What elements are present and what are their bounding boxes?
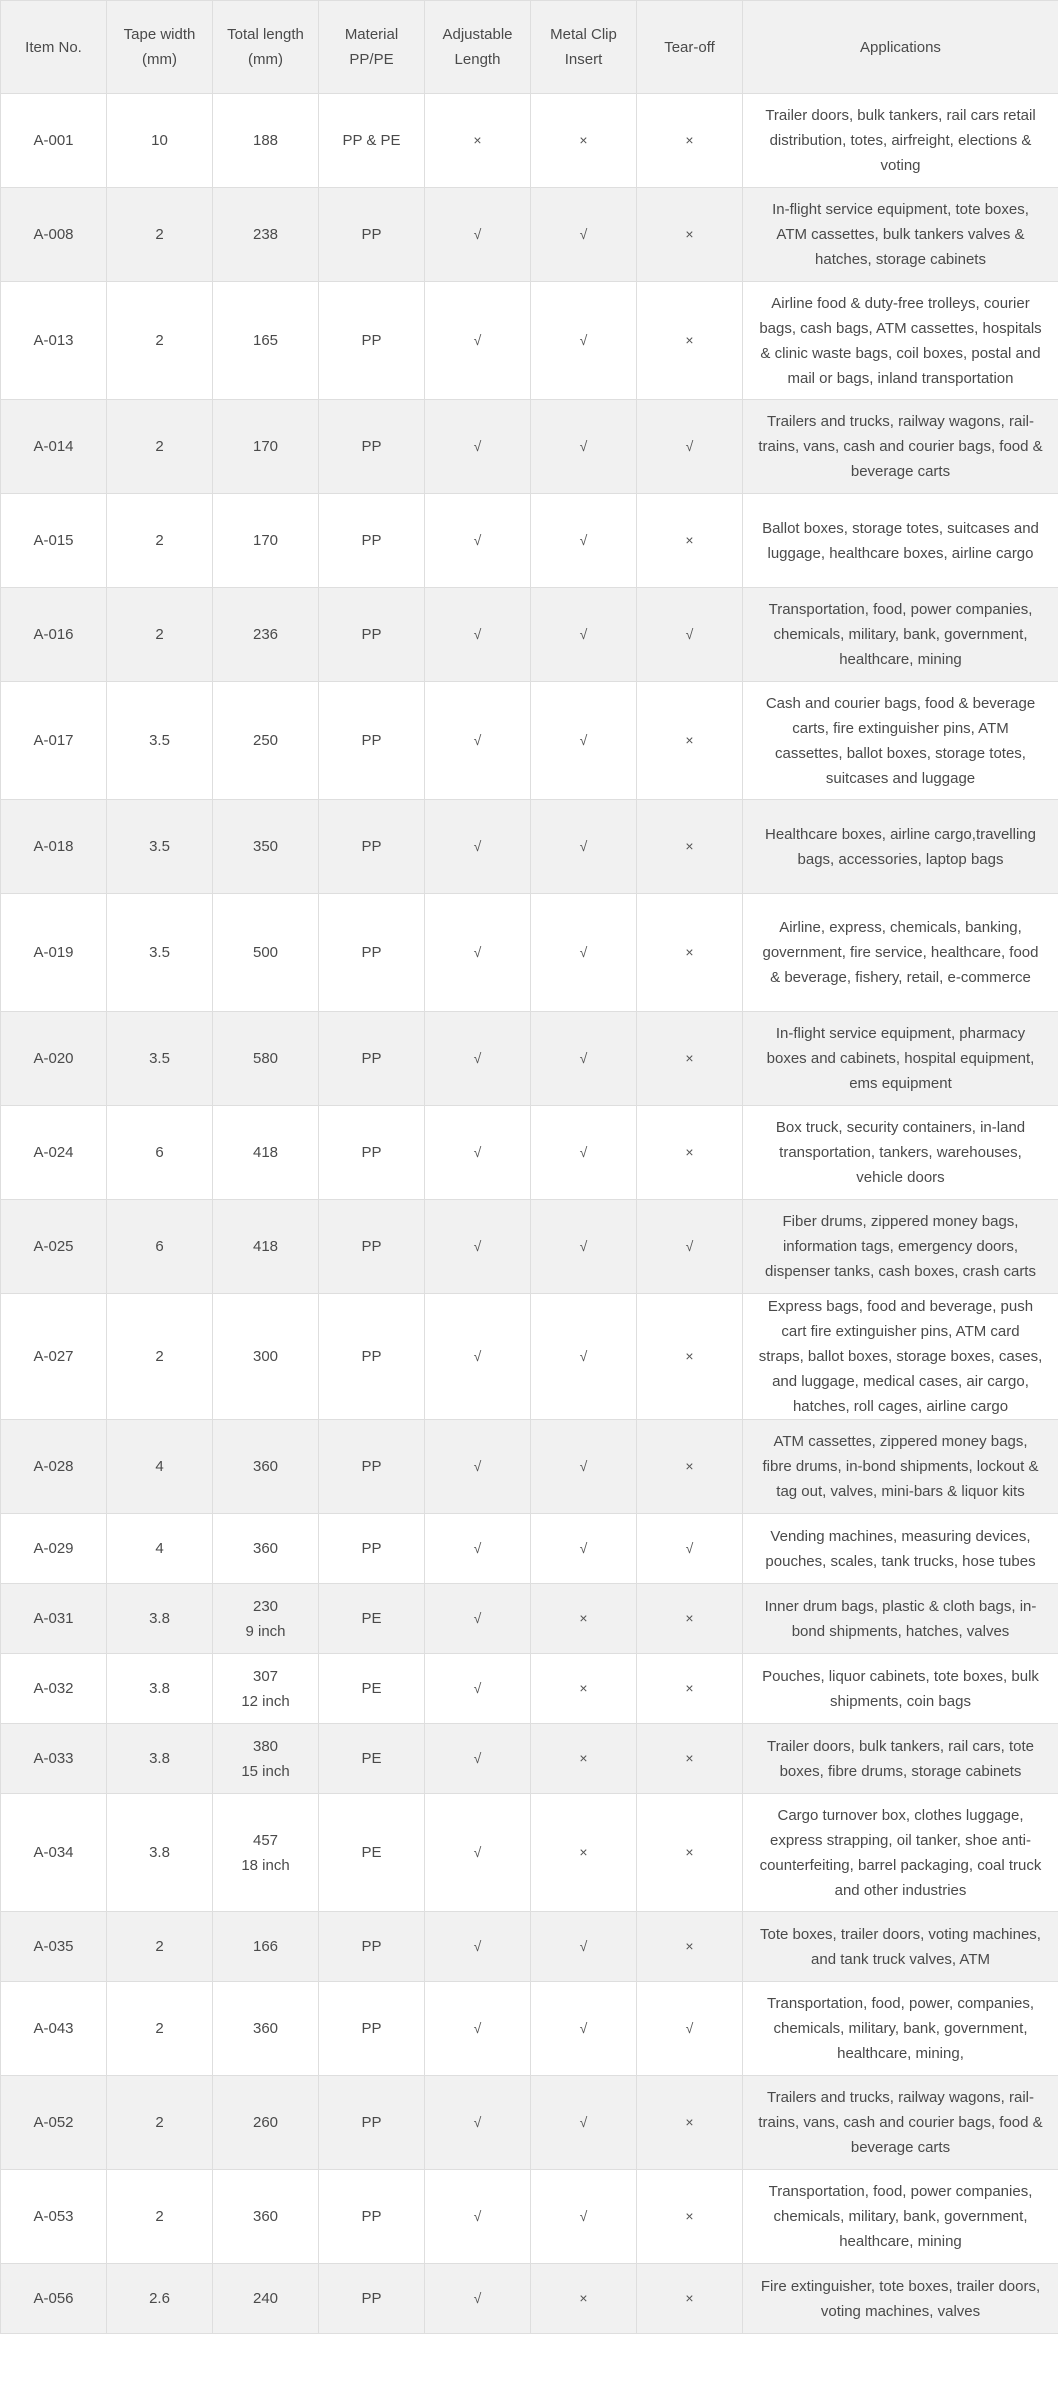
item-no-cell: A-025 [1, 1200, 107, 1294]
tape-width-cell: 2 [107, 188, 213, 282]
metal-clip-cell: √ [531, 188, 637, 282]
length-mm-value: 360 [252, 1540, 279, 1557]
tear-off-cell: × [637, 1012, 743, 1106]
length-inch-value: 12 inch [241, 1692, 290, 1710]
material-cell: PP [319, 800, 425, 894]
tape-width-cell: 2 [107, 2076, 213, 2170]
tape-width-cell: 2 [107, 494, 213, 588]
total-length-cell [213, 1584, 319, 1654]
length-mm-value: 250 [252, 732, 279, 749]
length-mm-value: 260 [252, 2114, 279, 2131]
table-row [1, 1584, 1058, 1654]
tear-off-cell: √ [637, 588, 743, 682]
total-length-cell [213, 1294, 319, 1420]
tear-off-header: Tear-off [637, 1, 743, 94]
table-row [1, 282, 1058, 400]
table-row [1, 188, 1058, 282]
applications-cell: Transportation, food, power companies, chemicals, military, bank, government, healthcare, mining [743, 588, 1058, 682]
length-mm-value: 580 [252, 1050, 279, 1067]
table-row [1, 1794, 1058, 1912]
item-no-cell: A-018 [1, 800, 107, 894]
total-length-cell [213, 1106, 319, 1200]
length-inch-value: 18 inch [241, 1856, 290, 1874]
tape-width-cell: 3.8 [107, 1584, 213, 1654]
length-mm-value: 236 [252, 626, 279, 643]
length-mm-value: 380 [252, 1737, 279, 1755]
material-cell: PE [319, 1584, 425, 1654]
material-cell: PE [319, 1654, 425, 1724]
total-length-cell [213, 282, 319, 400]
material-cell: PP [319, 588, 425, 682]
length-mm-value: 170 [252, 438, 279, 455]
table-row [1, 1724, 1058, 1794]
tear-off-cell: × [637, 2170, 743, 2264]
total-length-cell [213, 1420, 319, 1514]
tape-width-cell: 2 [107, 1912, 213, 1982]
metal-clip-cell: × [531, 2264, 637, 2334]
tear-off-cell: √ [637, 400, 743, 494]
tape-width-cell: 2 [107, 282, 213, 400]
applications-cell: Cash and courier bags, food & beverage carts, fire extinguisher pins, ATM cassettes, ballot boxes, storage totes, suitcases and luggage [743, 682, 1058, 800]
adjustable-length-cell: √ [425, 1012, 531, 1106]
length-mm-value: 170 [252, 532, 279, 549]
table-row [1, 400, 1058, 494]
metal-clip-cell: √ [531, 682, 637, 800]
tape-width-cell: 3.5 [107, 1012, 213, 1106]
table-header-row [1, 1, 1058, 94]
material-cell: PE [319, 1794, 425, 1912]
table-row [1, 1912, 1058, 1982]
material-cell: PP [319, 1012, 425, 1106]
applications-cell: Inner drum bags, plastic & cloth bags, in-bond shipments, hatches, valves [743, 1584, 1058, 1654]
metal-clip-cell: √ [531, 400, 637, 494]
material-header: Material PP/PE [319, 1, 425, 94]
table-row [1, 494, 1058, 588]
item-no-cell: A-014 [1, 400, 107, 494]
applications-cell: Tote boxes, trailer doors, voting machines, and tank truck valves, ATM [743, 1912, 1058, 1982]
adjustable-length-cell: √ [425, 1794, 531, 1912]
material-cell: PP [319, 188, 425, 282]
material-cell: PP [319, 1982, 425, 2076]
tear-off-cell: × [637, 188, 743, 282]
tear-off-cell: × [637, 1294, 743, 1420]
table-row [1, 682, 1058, 800]
item-no-cell: A-001 [1, 94, 107, 188]
length-mm-value: 240 [252, 2290, 279, 2307]
tape-width-cell: 10 [107, 94, 213, 188]
material-cell: PP [319, 400, 425, 494]
total-length-cell [213, 894, 319, 1012]
tape-width-cell: 3.8 [107, 1794, 213, 1912]
total-length-cell [213, 588, 319, 682]
metal-clip-header: Metal Clip Insert [531, 1, 637, 94]
metal-clip-cell: √ [531, 588, 637, 682]
table-row [1, 894, 1058, 1012]
metal-clip-cell: √ [531, 1012, 637, 1106]
tape-width-cell: 2.6 [107, 2264, 213, 2334]
length-mm-value: 307 [252, 1667, 279, 1685]
adjustable-length-cell: √ [425, 2076, 531, 2170]
length-mm-value: 360 [252, 2020, 279, 2037]
applications-cell: Trailer doors, bulk tankers, rail cars retail distribution, totes, airfreight, elections & voting [743, 94, 1058, 188]
total-length-cell [213, 1514, 319, 1584]
item-no-cell: A-032 [1, 1654, 107, 1724]
length-mm-value: 360 [252, 2208, 279, 2225]
item-no-cell: A-024 [1, 1106, 107, 1200]
metal-clip-cell: √ [531, 800, 637, 894]
tear-off-cell: × [637, 894, 743, 1012]
metal-clip-cell: × [531, 1724, 637, 1794]
metal-clip-cell: √ [531, 1294, 637, 1420]
tear-off-cell: × [637, 1912, 743, 1982]
metal-clip-cell: √ [531, 2170, 637, 2264]
adjustable-length-cell: √ [425, 1584, 531, 1654]
applications-cell: ATM cassettes, zippered money bags, fibre drums, in-bond shipments, lockout & tag out, valves, mini-bars & liquor kits [743, 1420, 1058, 1514]
total-length-cell [213, 1912, 319, 1982]
metal-clip-cell: √ [531, 1514, 637, 1584]
material-cell: PP [319, 682, 425, 800]
adjustable-length-header: Adjustable Length [425, 1, 531, 94]
item-no-cell: A-053 [1, 2170, 107, 2264]
length-mm-value: 300 [252, 1348, 279, 1365]
length-mm-value: 418 [252, 1238, 279, 1255]
table-row [1, 1012, 1058, 1106]
applications-cell: Fiber drums, zippered money bags, information tags, emergency doors, dispenser tanks, cash boxes, crash carts [743, 1200, 1058, 1294]
metal-clip-cell: √ [531, 894, 637, 1012]
applications-cell: Ballot boxes, storage totes, suitcases and luggage, healthcare boxes, airline cargo [743, 494, 1058, 588]
metal-clip-cell: √ [531, 1912, 637, 1982]
adjustable-length-cell: √ [425, 1912, 531, 1982]
applications-cell: Trailer doors, bulk tankers, rail cars, tote boxes, fibre drums, storage cabinets [743, 1724, 1058, 1794]
length-mm-value: 360 [252, 1458, 279, 1475]
tape-width-cell: 3.8 [107, 1654, 213, 1724]
item-no-cell: A-013 [1, 282, 107, 400]
total-length-cell [213, 682, 319, 800]
total-length-cell [213, 800, 319, 894]
tear-off-cell: √ [637, 1982, 743, 2076]
length-mm-value: 238 [252, 226, 279, 243]
tear-off-cell: × [637, 2264, 743, 2334]
metal-clip-cell: × [531, 1794, 637, 1912]
adjustable-length-cell: √ [425, 2264, 531, 2334]
table-row [1, 1420, 1058, 1514]
total-length-header: Total length (mm) [213, 1, 319, 94]
tape-width-cell: 2 [107, 1982, 213, 2076]
applications-header: Applications [743, 1, 1058, 94]
metal-clip-cell: √ [531, 1106, 637, 1200]
tape-width-cell: 6 [107, 1200, 213, 1294]
material-cell: PP [319, 1420, 425, 1514]
item-no-cell: A-028 [1, 1420, 107, 1514]
applications-cell: Express bags, food and beverage, push cart fire extinguisher pins, ATM card straps, ballot boxes, storage boxes, cases, and luggage, medical cases, air cargo, hatches, roll cages, airline cargo [743, 1294, 1058, 1420]
tape-width-cell: 2 [107, 1294, 213, 1420]
total-length-cell [213, 1654, 319, 1724]
applications-cell: Airline food & duty-free trolleys, courier bags, cash bags, ATM cassettes, hospitals & clinic waste bags, coil boxes, postal and mail or bags, inland transportation [743, 282, 1058, 400]
tape-width-cell: 2 [107, 400, 213, 494]
material-cell: PP [319, 282, 425, 400]
metal-clip-cell: √ [531, 282, 637, 400]
tape-width-cell: 4 [107, 1420, 213, 1514]
item-no-cell: A-035 [1, 1912, 107, 1982]
tape-width-cell: 3.5 [107, 800, 213, 894]
material-cell: PP [319, 1106, 425, 1200]
applications-cell: Airline, express, chemicals, banking, government, fire service, healthcare, food & beverage, fishery, retail, e-commerce [743, 894, 1058, 1012]
length-mm-value: 350 [252, 838, 279, 855]
adjustable-length-cell: √ [425, 2170, 531, 2264]
adjustable-length-cell: √ [425, 1982, 531, 2076]
table-row [1, 1514, 1058, 1584]
adjustable-length-cell: × [425, 94, 531, 188]
material-cell: PP [319, 894, 425, 1012]
tear-off-cell: √ [637, 1514, 743, 1584]
item-no-cell: A-052 [1, 2076, 107, 2170]
applications-cell: Trailers and trucks, railway wagons, rail-trains, vans, cash and courier bags, food & beverage carts [743, 400, 1058, 494]
length-mm-value: 500 [252, 944, 279, 961]
item-no-cell: A-008 [1, 188, 107, 282]
tear-off-cell: × [637, 2076, 743, 2170]
tear-off-cell: × [637, 1724, 743, 1794]
table-row [1, 588, 1058, 682]
material-cell: PP [319, 1200, 425, 1294]
material-cell: PP [319, 2170, 425, 2264]
total-length-cell [213, 2264, 319, 2334]
applications-cell: Cargo turnover box, clothes luggage, express strapping, oil tanker, shoe anti-counterfeiting, barrel packaging, coal truck and other industries [743, 1794, 1058, 1912]
item-no-header: Item No. [1, 1, 107, 94]
tear-off-cell: × [637, 1106, 743, 1200]
applications-cell: In-flight service equipment, tote boxes, ATM cassettes, bulk tankers valves & hatches, storage cabinets [743, 188, 1058, 282]
metal-clip-cell: √ [531, 1200, 637, 1294]
tape-width-cell: 6 [107, 1106, 213, 1200]
adjustable-length-cell: √ [425, 1654, 531, 1724]
item-no-cell: A-056 [1, 2264, 107, 2334]
length-inch-value: 15 inch [241, 1762, 290, 1780]
applications-cell: Healthcare boxes, airline cargo,travelling bags, accessories, laptop bags [743, 800, 1058, 894]
metal-clip-cell: √ [531, 1982, 637, 2076]
item-no-cell: A-017 [1, 682, 107, 800]
tape-width-cell: 3.5 [107, 894, 213, 1012]
adjustable-length-cell: √ [425, 1294, 531, 1420]
adjustable-length-cell: √ [425, 894, 531, 1012]
adjustable-length-cell: √ [425, 494, 531, 588]
table-row [1, 1654, 1058, 1724]
length-mm-value: 418 [252, 1144, 279, 1161]
metal-clip-cell: × [531, 1654, 637, 1724]
tape-width-cell: 4 [107, 1514, 213, 1584]
adjustable-length-cell: √ [425, 588, 531, 682]
tear-off-cell: × [637, 800, 743, 894]
tape-width-cell: 2 [107, 2170, 213, 2264]
total-length-cell [213, 400, 319, 494]
item-no-cell: A-043 [1, 1982, 107, 2076]
adjustable-length-cell: √ [425, 682, 531, 800]
length-inch-value: 9 inch [245, 1622, 286, 1640]
total-length-cell [213, 94, 319, 188]
adjustable-length-cell: √ [425, 1514, 531, 1584]
table-row [1, 2076, 1058, 2170]
tape-width-cell: 3.5 [107, 682, 213, 800]
table-row [1, 2170, 1058, 2264]
metal-clip-cell: × [531, 94, 637, 188]
tear-off-cell: × [637, 1654, 743, 1724]
material-cell: PP [319, 2076, 425, 2170]
material-cell: PP [319, 1514, 425, 1584]
table-body [1, 94, 1058, 2334]
table-row [1, 2264, 1058, 2334]
item-no-cell: A-034 [1, 1794, 107, 1912]
adjustable-length-cell: √ [425, 400, 531, 494]
applications-cell: Fire extinguisher, tote boxes, trailer doors, voting machines, valves [743, 2264, 1058, 2334]
length-mm-value: 457 [252, 1831, 279, 1849]
item-no-cell: A-033 [1, 1724, 107, 1794]
total-length-cell [213, 1724, 319, 1794]
material-cell: PE [319, 1724, 425, 1794]
applications-cell: Box truck, security containers, in-land transportation, tankers, warehouses, vehicle doors [743, 1106, 1058, 1200]
applications-cell: Transportation, food, power companies, chemicals, military, bank, government, healthcare, mining [743, 2170, 1058, 2264]
tear-off-cell: × [637, 1794, 743, 1912]
table-row [1, 1200, 1058, 1294]
applications-cell: In-flight service equipment, pharmacy boxes and cabinets, hospital equipment, ems equipment [743, 1012, 1058, 1106]
metal-clip-cell: √ [531, 1420, 637, 1514]
metal-clip-cell: √ [531, 2076, 637, 2170]
material-cell: PP [319, 1912, 425, 1982]
table-row [1, 1106, 1058, 1200]
item-no-cell: A-015 [1, 494, 107, 588]
total-length-cell [213, 1200, 319, 1294]
item-no-cell: A-016 [1, 588, 107, 682]
total-length-cell [213, 2170, 319, 2264]
item-no-cell: A-027 [1, 1294, 107, 1420]
total-length-cell [213, 188, 319, 282]
total-length-cell [213, 1982, 319, 2076]
applications-cell: Pouches, liquor cabinets, tote boxes, bulk shipments, coin bags [743, 1654, 1058, 1724]
total-length-cell [213, 2076, 319, 2170]
adjustable-length-cell: √ [425, 1200, 531, 1294]
material-cell: PP & PE [319, 94, 425, 188]
tape-width-cell: 3.8 [107, 1724, 213, 1794]
total-length-cell [213, 1794, 319, 1912]
material-cell: PP [319, 1294, 425, 1420]
tear-off-cell: × [637, 1420, 743, 1514]
material-cell: PP [319, 2264, 425, 2334]
item-no-cell: A-020 [1, 1012, 107, 1106]
length-mm-value: 166 [252, 1938, 279, 1955]
tear-off-cell: √ [637, 1200, 743, 1294]
material-cell: PP [319, 494, 425, 588]
item-no-cell: A-031 [1, 1584, 107, 1654]
tear-off-cell: × [637, 282, 743, 400]
tear-off-cell: × [637, 1584, 743, 1654]
applications-cell: Transportation, food, power, companies, chemicals, military, bank, government, healthcare, mining, [743, 1982, 1058, 2076]
metal-clip-cell: × [531, 1584, 637, 1654]
table-row [1, 94, 1058, 188]
metal-clip-cell: √ [531, 494, 637, 588]
adjustable-length-cell: √ [425, 800, 531, 894]
tear-off-cell: × [637, 682, 743, 800]
length-mm-value: 165 [252, 332, 279, 349]
adjustable-length-cell: √ [425, 1420, 531, 1514]
table-row [1, 1982, 1058, 2076]
adjustable-length-cell: √ [425, 282, 531, 400]
item-no-cell: A-029 [1, 1514, 107, 1584]
length-mm-value: 188 [252, 132, 279, 149]
applications-cell: Trailers and trucks, railway wagons, rail-trains, vans, cash and courier bags, food & beverage carts [743, 2076, 1058, 2170]
tape-width-header: Tape width (mm) [107, 1, 213, 94]
item-no-cell: A-019 [1, 894, 107, 1012]
tear-off-cell: × [637, 94, 743, 188]
tape-width-cell: 2 [107, 588, 213, 682]
adjustable-length-cell: √ [425, 1724, 531, 1794]
adjustable-length-cell: √ [425, 188, 531, 282]
applications-cell: Vending machines, measuring devices, pouches, scales, tank trucks, hose tubes [743, 1514, 1058, 1584]
total-length-cell [213, 494, 319, 588]
table-row [1, 800, 1058, 894]
adjustable-length-cell: √ [425, 1106, 531, 1200]
table-row [1, 1294, 1058, 1420]
tear-off-cell: × [637, 494, 743, 588]
length-mm-value: 230 [252, 1597, 279, 1615]
total-length-cell [213, 1012, 319, 1106]
